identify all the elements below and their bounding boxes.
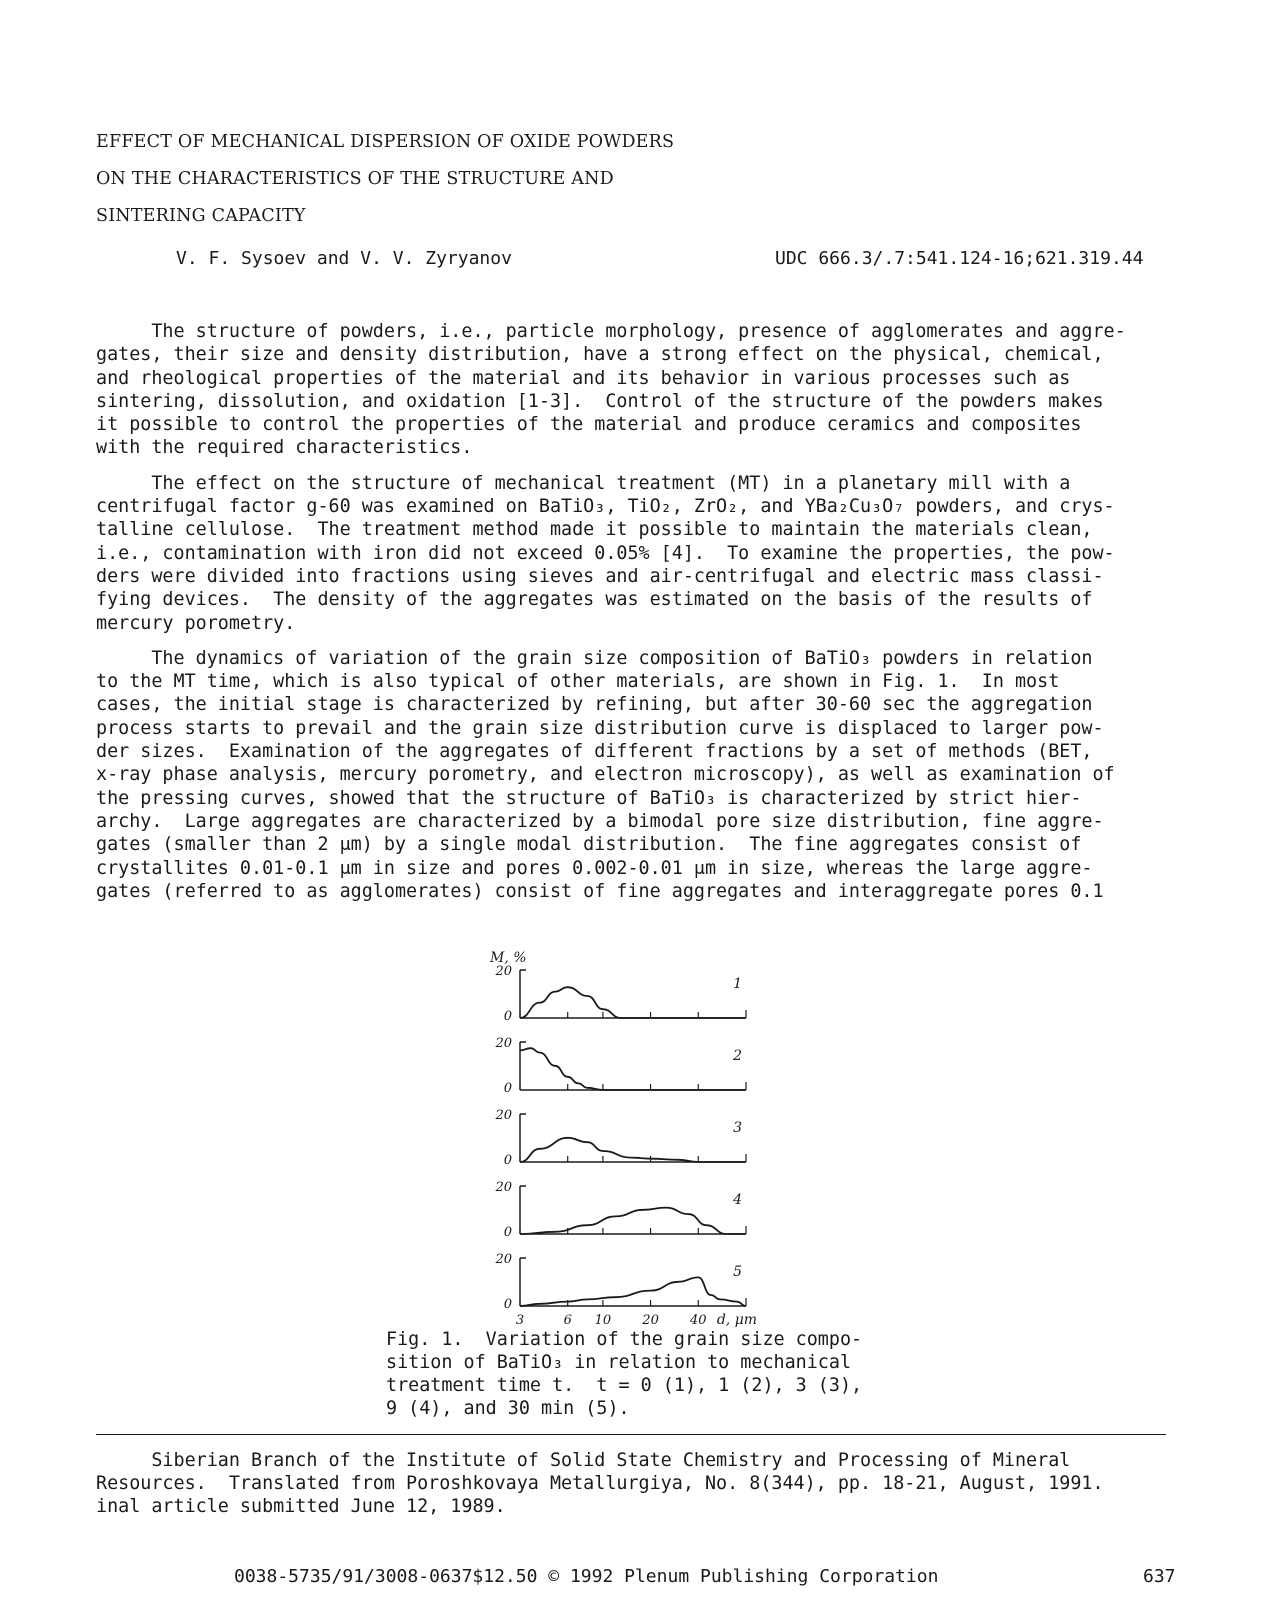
y-tick-label: 20 — [495, 964, 512, 979]
affiliation-note — [96, 1449, 1176, 1518]
series-label: 5 — [733, 1264, 742, 1280]
text-line: archy. Large aggregates are characterized by a bimodal pore size distribution, fine aggre- — [96, 810, 1104, 832]
text-line: gates, their size and density distribution, have a strong effect on the physical, chemical, — [96, 344, 1104, 366]
figure-1-chart — [490, 948, 790, 1328]
y-tick-label: 0 — [503, 1225, 512, 1240]
text-line: The structure of powders, i.e., particle morphology, presence of agglomerates and aggre- — [96, 321, 1126, 342]
text-line: it possible to control the properties of the material and produce ceramics and composites — [96, 414, 1082, 436]
x-tick-label: 20 — [642, 1313, 659, 1328]
text-line: the pressing curves, showed that the structure of BaTiO₃ is characterized by strict hier- — [96, 787, 1082, 809]
caption-line: Fig. 1. Variation of the grain size compo- — [386, 1329, 863, 1350]
text-line: x-ray phase analysis, mercury porometry, and electron microscopy), as well as examination of — [96, 764, 1115, 786]
text-line: The effect on the structure of mechanical treatment (MT) in a planetary mill with a — [96, 472, 1071, 494]
series-curve-1 — [520, 987, 746, 1018]
authors: V. F. Sysoev and V. V. Zyryanov — [176, 248, 512, 269]
series-label: 1 — [733, 976, 742, 992]
series-curve-2 — [520, 1048, 746, 1090]
paper-title — [96, 124, 796, 235]
y-tick-label: 20 — [495, 1108, 512, 1123]
series-label: 3 — [733, 1120, 742, 1136]
y-tick-label: 20 — [495, 1252, 512, 1267]
x-tick-label: 3 — [515, 1313, 525, 1328]
y-axis-label: M, % — [490, 950, 527, 966]
y-tick-label: 0 — [503, 1153, 512, 1168]
series-label: 2 — [733, 1048, 742, 1064]
y-tick-label: 0 — [503, 1081, 512, 1096]
series-curve-5 — [520, 1277, 746, 1306]
paragraph — [96, 647, 1176, 903]
text-line: i.e., contamination with iron did not exceed 0.05% [4]. To examine the properties, the pow- — [96, 542, 1115, 564]
text-line: sintering, dissolution, and oxidation [1-3]. Control of the structure of the powders makes — [96, 390, 1104, 412]
paragraph — [96, 320, 1176, 460]
text-line: cases, the initial stage is characterized by refining, but after 30-60 sec the aggregation — [96, 694, 1093, 716]
paragraph — [96, 472, 1176, 635]
affiliation-line: inal article submitted June 12, 1989. — [96, 1496, 506, 1517]
affiliation-line: Resources. Translated from Poroshkovaya Metallurgiya, No. 8(344), pp. 18-21, August, 1991. — [96, 1473, 1104, 1494]
caption-line: treatment time t. t = 0 (1), 1 (2), 3 (3), — [386, 1375, 863, 1396]
caption-line: sition of BaTiO₃ in relation to mechanical — [386, 1352, 852, 1373]
text-line: der sizes. Examination of the aggregates of different fractions by a set of methods (BET, — [96, 741, 1093, 763]
series-curve-4 — [520, 1208, 746, 1234]
text-line: gates (smaller than 2 μm) by a single modal distribution. The fine aggregates consist of — [96, 834, 1082, 856]
title-line: SINTERING CAPACITY — [96, 206, 306, 226]
page-number: 637 — [1143, 1566, 1176, 1587]
text-line: and rheological properties of the material and its behavior in various processes such as — [96, 367, 1071, 389]
x-tick-label: 40 — [690, 1313, 707, 1328]
title-line: ON THE CHARACTERISTICS OF THE STRUCTURE AND — [96, 169, 614, 189]
footnote-rule — [96, 1434, 1166, 1435]
y-tick-label: 0 — [503, 1009, 512, 1024]
text-line: centrifugal factor g-60 was examined on BaTiO₃, TiO₂, ZrO₂, and YBa₂Cu₃O₇ powders, and crys- — [96, 496, 1115, 518]
affiliation-line: Siberian Branch of the Institute of Solid State Chemistry and Processing of Mineral — [96, 1450, 1071, 1471]
series-label: 4 — [733, 1192, 742, 1208]
text-line: The dynamics of variation of the grain size composition of BaTiO₃ powders in relation — [96, 647, 1093, 669]
text-line: with the required characteristics. — [96, 437, 473, 459]
body-text — [96, 320, 1176, 915]
text-line: process starts to prevail and the grain size distribution curve is displaced to larger pow- — [96, 717, 1104, 739]
series-curve-3 — [520, 1138, 746, 1162]
y-tick-label: 0 — [503, 1297, 512, 1312]
y-tick-label: 20 — [495, 1180, 512, 1195]
y-tick-label: 20 — [495, 1036, 512, 1051]
caption-line: 9 (4), and 30 min (5). — [386, 1398, 630, 1419]
text-line: fying devices. The density of the aggregates was estimated on the basis of the results of — [96, 589, 1093, 611]
text-line: mercury porometry. — [96, 612, 296, 634]
footer-copyright: 0038-5735/91/3008-0637$12.50 © 1992 Plenum Publishing Corporation — [234, 1566, 939, 1587]
title-line: EFFECT OF MECHANICAL DISPERSION OF OXIDE POWDERS — [96, 132, 675, 152]
x-tick-label: 10 — [594, 1313, 612, 1328]
text-line: ders were divided into fractions using sieves and air-centrifugal and electric mass classi- — [96, 565, 1104, 587]
text-line: to the MT time, which is also typical of other materials, are shown in Fig. 1. In most — [96, 671, 1060, 693]
udc-code: UDC 666.3/.7:541.124-16;621.319.44 — [775, 248, 1144, 269]
text-line: talline cellulose. The treatment method made it possible to maintain the materials clean, — [96, 519, 1093, 541]
figure-caption — [386, 1328, 896, 1420]
x-tick-label: 6 — [563, 1313, 572, 1328]
text-line: crystallites 0.01-0.1 μm in size and pores 0.002-0.01 μm in size, whereas the large aggre- — [96, 857, 1093, 879]
x-axis-label: d, μm — [716, 1312, 758, 1328]
text-line: gates (referred to as agglomerates) consist of fine aggregates and interaggregate pores 0.1 — [96, 880, 1104, 902]
